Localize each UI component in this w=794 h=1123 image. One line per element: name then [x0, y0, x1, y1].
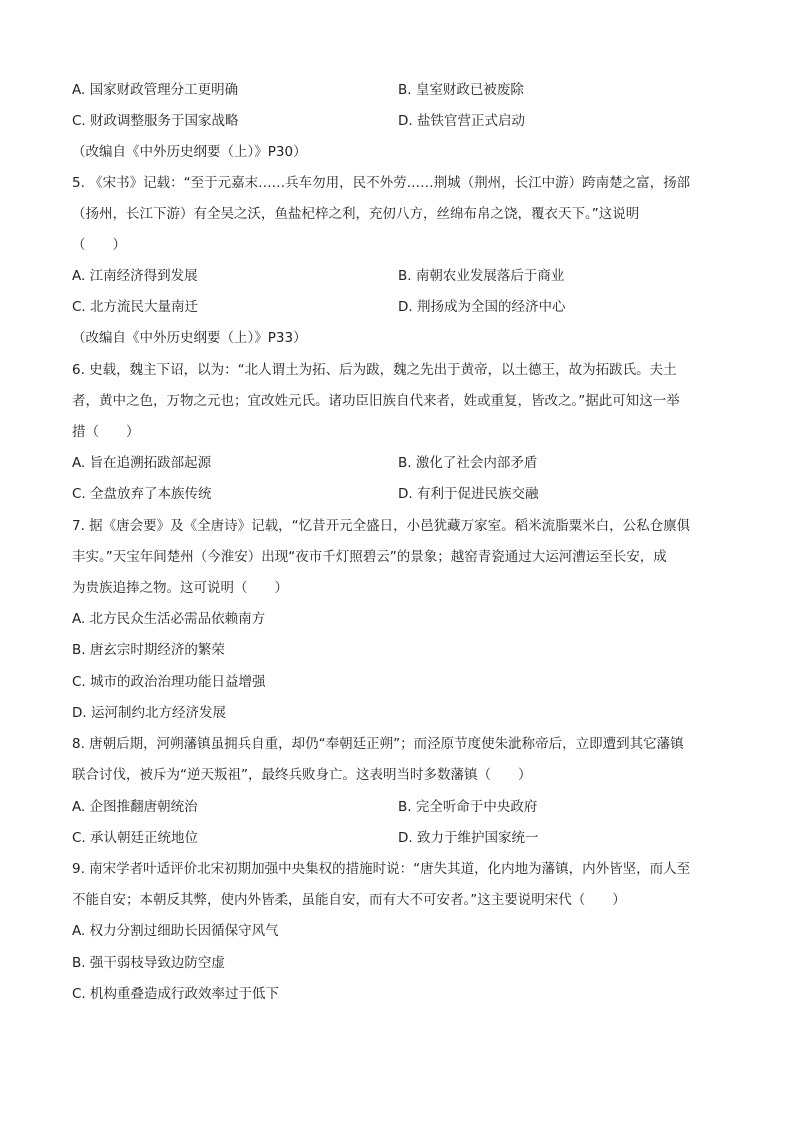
q5-stem-line-3: （ ） — [72, 237, 126, 253]
q7-option-b: B. 唐玄宗时期经济的繁荣 — [72, 642, 225, 658]
q7-stem-line-1: 7. 据《唐会要》及《全唐诗》记载，“忆昔开元全盛日，小邑犹藏万家室。稻米流脂粟米白，公私仓廪俱 — [72, 518, 691, 534]
q5-option-b: B. 南朝农业发展落后于商业 — [398, 268, 565, 284]
q4-option-b: B. 皇室财政已被废除 — [398, 82, 524, 98]
q9-option-c: C. 机构重叠造成行政效率过于低下 — [72, 986, 280, 1002]
q6-source: （改编自《中外历史纲要（上）》P33） — [72, 330, 307, 346]
q7-option-c: C. 城市的政治治理功能日益增强 — [72, 674, 266, 690]
q8-stem-line-2: 联合讨伐，被斥为“逆天叛祖”，最终兵败身亡。这表明当时多数藩镇（ ） — [72, 767, 532, 783]
q5-option-d: D. 荆扬成为全国的经济中心 — [398, 299, 566, 315]
q6-stem-line-1: 6. 史载，魏主下诏，以为：“北人谓土为拓、后为跋，魏之先出于黄帝，以土德王，故为拓跋氏。夫土 — [72, 362, 677, 378]
q8-stem-line-1: 8. 唐朝后期，河朔藩镇虽拥兵自重，却仍“奉朝廷正朔”；而泾原节度使朱泚称帝后，立即遭到其它藩镇 — [72, 736, 684, 752]
q9-stem-line-1: 9. 南宋学者叶适评价北宋初期加强中央集权的措施时说：“唐失其道，化内地为藩镇，内外皆坚，而人至 — [72, 861, 691, 877]
q7-stem-line-2: 丰实。”天宝年间楚州（今淮安）出现“夜市千灯照碧云”的景象；越窑青瓷通过大运河漕运至长安，成 — [72, 549, 667, 565]
q4-option-d: D. 盐铁官营正式启动 — [398, 113, 525, 129]
q6-stem-line-2: 者，黄中之色，万物之元也；宜改姓元氏。诸功臣旧族自代来者，姓或重复，皆改之。”据此可知这一举 — [72, 393, 680, 409]
q7-option-d: D. 运河制约北方经济发展 — [72, 705, 226, 721]
q8-option-d: D. 致力于维护国家统一 — [398, 830, 539, 846]
q9-option-a: A. 权力分割过细助长因循保守风气 — [72, 923, 279, 939]
q5-stem-line-2: （扬州，长江下游）有全吴之沃，鱼盐杞梓之利，充仞八方，丝绵布帛之饶，覆衣天下。”这说明 — [72, 206, 640, 222]
q4-option-a: A. 国家财政管理分工更明确 — [72, 82, 239, 98]
q5-option-a: A. 江南经济得到发展 — [72, 268, 198, 284]
q9-option-b: B. 强干弱枝导致边防空虚 — [72, 955, 225, 971]
q6-option-c: C. 全盘放弃了本族传统 — [72, 486, 212, 502]
q4-option-c: C. 财政调整服务于国家战略 — [72, 113, 239, 129]
q6-option-d: D. 有利于促进民族交融 — [398, 486, 539, 502]
q9-stem-line-2: 不能自安；本朝反其弊，使内外皆柔，虽能自安，而有大不可安者。”这主要说明宋代（ ） — [72, 892, 626, 908]
q5-source: （改编自《中外历史纲要（上）》P30） — [72, 144, 307, 160]
q8-option-c: C. 承认朝廷正统地位 — [72, 830, 199, 846]
q5-option-c: C. 北方流民大量南迁 — [72, 299, 199, 315]
q7-stem-line-3: 为贵族追捧之物。这可说明（ ） — [72, 580, 288, 596]
q8-option-a: A. 企图推翻唐朝统治 — [72, 799, 198, 815]
q7-option-a: A. 北方民众生活必需品依赖南方 — [72, 611, 266, 627]
q8-option-b: B. 完全听命于中央政府 — [398, 799, 538, 815]
q6-option-a: A. 旨在追溯拓跋部起源 — [72, 455, 212, 471]
q6-stem-line-3: 措（ ） — [72, 424, 140, 440]
q6-option-b: B. 激化了社会内部矛盾 — [398, 455, 538, 471]
q5-stem-line-1: 5. 《宋书》记载：“至于元嘉末……兵车勿用，民不外劳……荆城（荆州，长江中游）跨南楚之富，扬部 — [72, 175, 691, 191]
